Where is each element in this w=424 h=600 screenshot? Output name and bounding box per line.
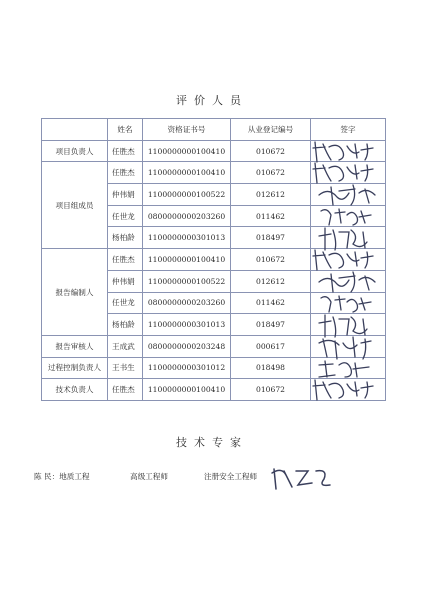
name-cell: 仲伟娟: [108, 184, 143, 206]
reg-cell: 010672: [231, 162, 311, 184]
reg-cell: 018497: [231, 227, 311, 249]
cert-cell: 1100000000301012: [143, 357, 231, 379]
signature-cell: [311, 184, 386, 206]
cert-cell: 1100000000301013: [143, 227, 231, 249]
reg-cell: 000617: [231, 335, 311, 357]
name-cell: 任世龙: [108, 205, 143, 227]
name-cell: 任胜杰: [108, 379, 143, 401]
signature-cell: [311, 335, 386, 357]
signature-cell: [311, 357, 386, 379]
role-cell: 技术负责人: [42, 379, 108, 401]
signature-cell: [311, 162, 386, 184]
reg-cell: 011462: [231, 205, 311, 227]
signature-cell: [311, 379, 386, 401]
name-cell: 仲伟娟: [108, 270, 143, 292]
name-cell: 任胜杰: [108, 162, 143, 184]
table-row: [42, 379, 386, 401]
signature-cell: [311, 227, 386, 249]
signature-chen-min: [268, 463, 334, 493]
cert-cell: 1100000000100410: [143, 162, 231, 184]
experts-title: 技术专家: [176, 436, 248, 449]
cert-cell: 1100000000100410: [143, 379, 231, 401]
cert-cell: 0800000000203260: [143, 292, 231, 314]
evaluators-table: [41, 118, 386, 401]
header-signature: 签字: [311, 119, 386, 141]
name-cell: 杨柏龄: [108, 227, 143, 249]
name-cell: 任世龙: [108, 292, 143, 314]
expert-title: 高级工程师: [130, 472, 168, 481]
header-cert: 资格证书号: [143, 119, 231, 141]
signature-cell: [311, 314, 386, 336]
table-header-row: [42, 119, 386, 141]
signature-cell: [311, 249, 386, 271]
reg-cell: 010672: [231, 379, 311, 401]
signature-cell: [311, 205, 386, 227]
expert-name-field: 陈 民：地质工程: [34, 472, 90, 481]
cert-cell: 1100000000100410: [143, 249, 231, 271]
role-cell: 报告审核人: [42, 335, 108, 357]
name-cell: 王书生: [108, 357, 143, 379]
evaluators-title: 评价人员: [176, 94, 248, 107]
header-name: 姓名: [108, 119, 143, 141]
table-row: [42, 249, 386, 271]
table-row: [42, 162, 386, 184]
signature-cell: [311, 270, 386, 292]
header-role: [42, 119, 108, 141]
expert-qualification: 注册安全工程师: [204, 472, 258, 481]
cert-cell: 1100000000100522: [143, 184, 231, 206]
reg-cell: 018498: [231, 357, 311, 379]
reg-cell: 012612: [231, 270, 311, 292]
signature-cell: [311, 140, 386, 162]
reg-cell: 018497: [231, 314, 311, 336]
cert-cell: 0800000000203260: [143, 205, 231, 227]
role-cell: 过程控制负责人: [42, 357, 108, 379]
cert-cell: 1100000000100522: [143, 270, 231, 292]
role-cell: 项目组成员: [42, 162, 108, 249]
reg-cell: 010672: [231, 140, 311, 162]
cert-cell: 1100000000301013: [143, 314, 231, 336]
name-cell: 王成武: [108, 335, 143, 357]
reg-cell: 011462: [231, 292, 311, 314]
name-cell: 任胜杰: [108, 249, 143, 271]
role-cell: 报告编制人: [42, 249, 108, 336]
table-row: [42, 357, 386, 379]
header-reg: 从业登记编号: [231, 119, 311, 141]
reg-cell: 010672: [231, 249, 311, 271]
table-row: [42, 335, 386, 357]
table-row: [42, 140, 386, 162]
role-cell: 项目负责人: [42, 140, 108, 162]
cert-cell: 1100000000100410: [143, 140, 231, 162]
name-cell: 杨柏龄: [108, 314, 143, 336]
reg-cell: 012612: [231, 184, 311, 206]
signature-ren-shengjie: [309, 376, 381, 404]
signature-cell: [311, 292, 386, 314]
name-cell: 任胜杰: [108, 140, 143, 162]
cert-cell: 0800000000203248: [143, 335, 231, 357]
